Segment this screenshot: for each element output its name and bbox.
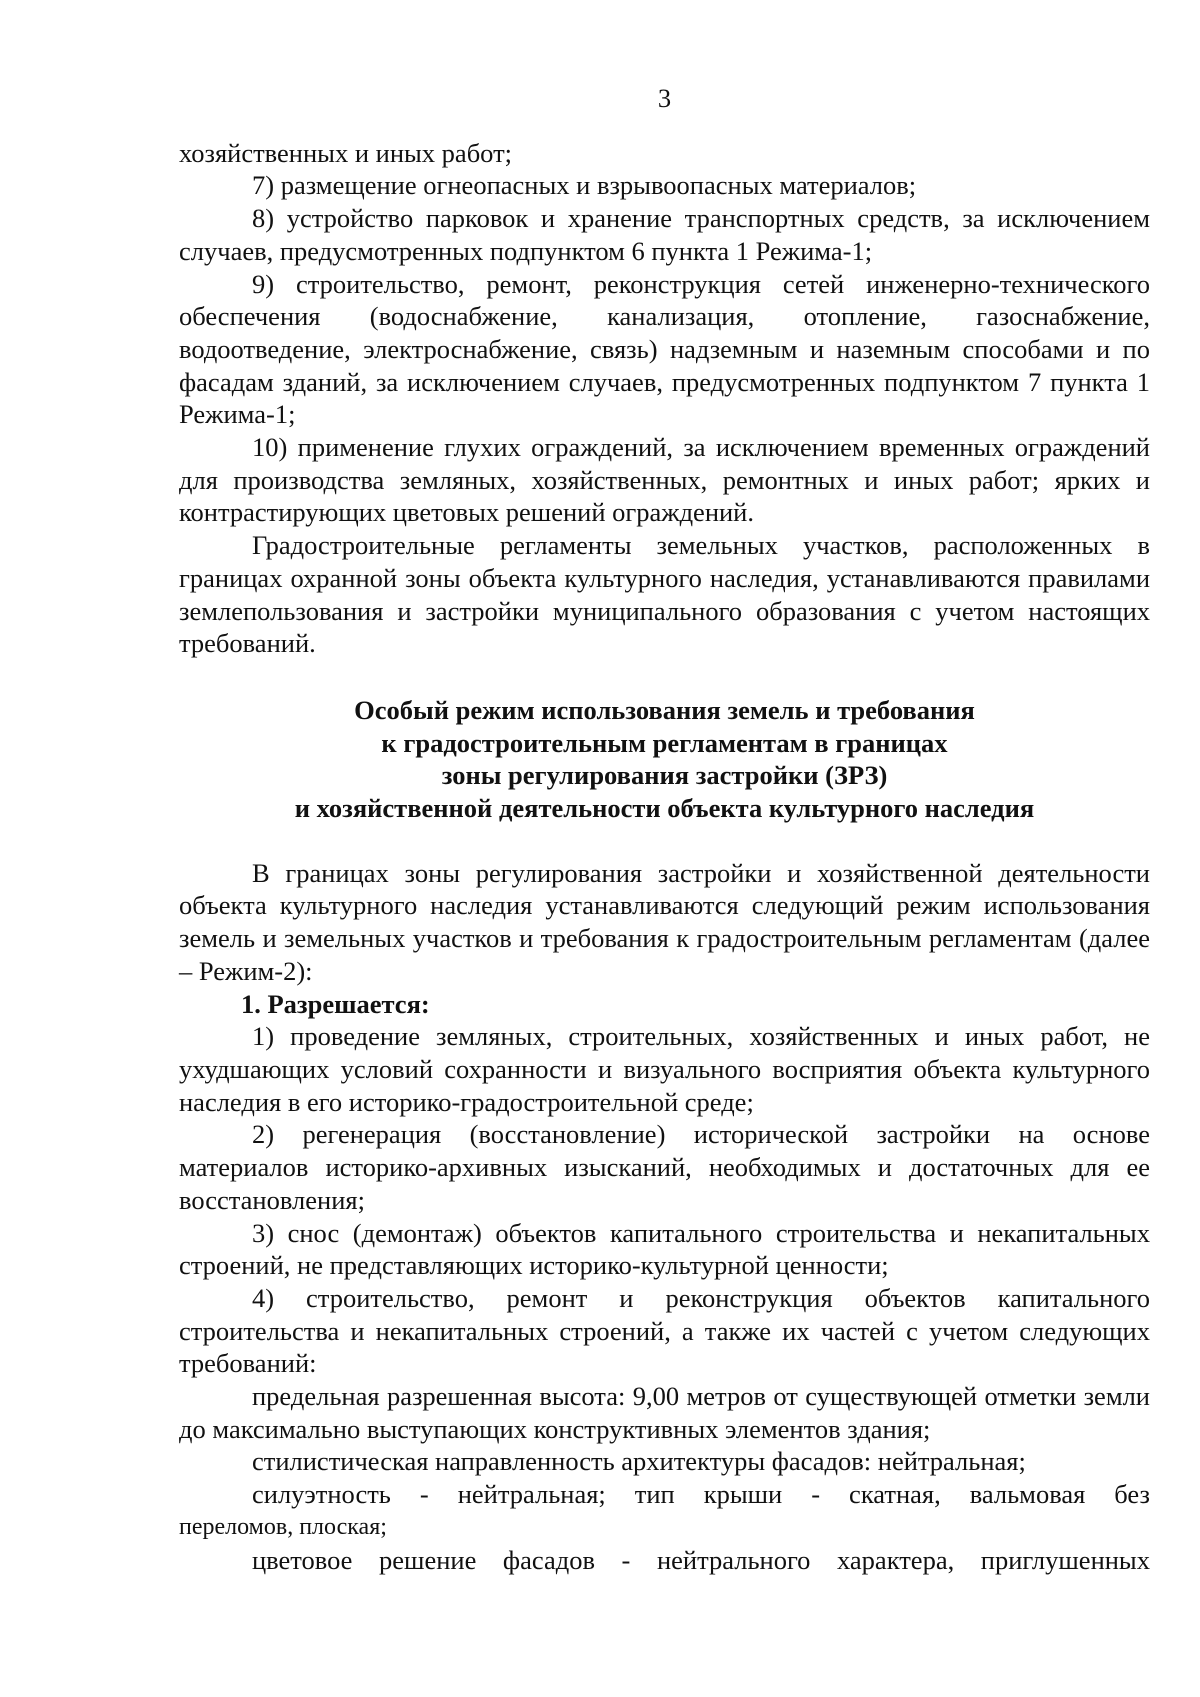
- allowed-item-4: 4) строительство, ремонт и реконструкция объектов капитального строительства и некапитальных строений, а также их частей с учетом следующих требований:: [179, 1282, 1150, 1379]
- heading-line: к градостроительным регламентам в границах: [381, 727, 948, 758]
- page-number: 3: [657, 83, 672, 113]
- silhouette-requirement-line2: переломов, плоская;: [179, 1513, 387, 1540]
- allowed-item-2: 2) регенерация (восстановление) исторической застройки на основе материалов историко-архивных изысканий, необходимых и достаточных для ее восстановления;: [179, 1119, 1150, 1215]
- subsection-title: 1. Разрешается:: [241, 988, 430, 1019]
- heading-line: зоны регулирования застройки (ЗРЗ): [441, 760, 888, 791]
- list-item-8: 8) устройство парковок и хранение транспортных средств, за исключением случаев, предусмотренных подпунктом 6 пункта 1 Режима-1;: [179, 203, 1150, 266]
- style-requirement: стилистическая направленность архитектуры фасадов: нейтральная;: [252, 1446, 1026, 1477]
- list-item-9: 9) строительство, ремонт, реконструкция сетей инженерно-технического обеспечения (водоснабжение, канализация, отопление, газоснабжение, водоотведение, электроснабжение, связь) надземным и наземным способами и по фасадам зданий, за исключением случаев, предусмотренных подпунктом 7 пункта 1 Режима-1;: [179, 268, 1150, 430]
- intro-paragraph: В границах зоны регулирования застройки и хозяйственной деятельности объекта культурного наследия устанавливаются следующий режим использования земель и земельных участков и требования к градостроительным регламентам (далее – Режим-2):: [179, 857, 1150, 986]
- heading-line: Особый режим использования земель и требования: [354, 694, 975, 725]
- list-item-10: 10) применение глухих ограждений, за исключением временных ограждений для производства земляных, хозяйственных, ремонтных и иных работ; ярких и контрастирующих цветовых решений ограждений.: [179, 432, 1150, 528]
- silhouette-requirement-line1: силуэтность - нейтральная; тип крыши - скатная, вальмовая без: [252, 1479, 1150, 1510]
- allowed-item-3: 3) снос (демонтаж) объектов капитального строительства и некапитальных строений, не представляющих историко-культурной ценности;: [179, 1217, 1150, 1281]
- color-requirement: цветовое решение фасадов - нейтрального характера, приглушенных: [252, 1544, 1150, 1575]
- paragraph-continuation: хозяйственных и иных работ;: [179, 137, 513, 168]
- heading-line: и хозяйственной деятельности объекта культурного наследия: [294, 793, 1035, 824]
- document-body: [179, 137, 1150, 1577]
- list-item-7: 7) размещение огнеопасных и взрывоопасных материалов;: [252, 170, 917, 201]
- section-heading: [179, 694, 1150, 825]
- allowed-item-1: 1) проведение земляных, строительных, хозяйственных и иных работ, не ухудшающих условий сохранности и визуального восприятия объекта культурного наследия в его историко-градостроительной среде;: [179, 1021, 1150, 1117]
- regulations-paragraph: Градостроительные регламенты земельных участков, расположенных в границах охранной зоны объекта культурного наследия, устанавливаются правилами землепользования и застройки муниципального образования с учетом настоящих требований.: [179, 530, 1150, 659]
- height-requirement: предельная разрешенная высота: 9,00 метров от существующей отметки земли до максимально выступающих конструктивных элементов здания;: [179, 1381, 1150, 1444]
